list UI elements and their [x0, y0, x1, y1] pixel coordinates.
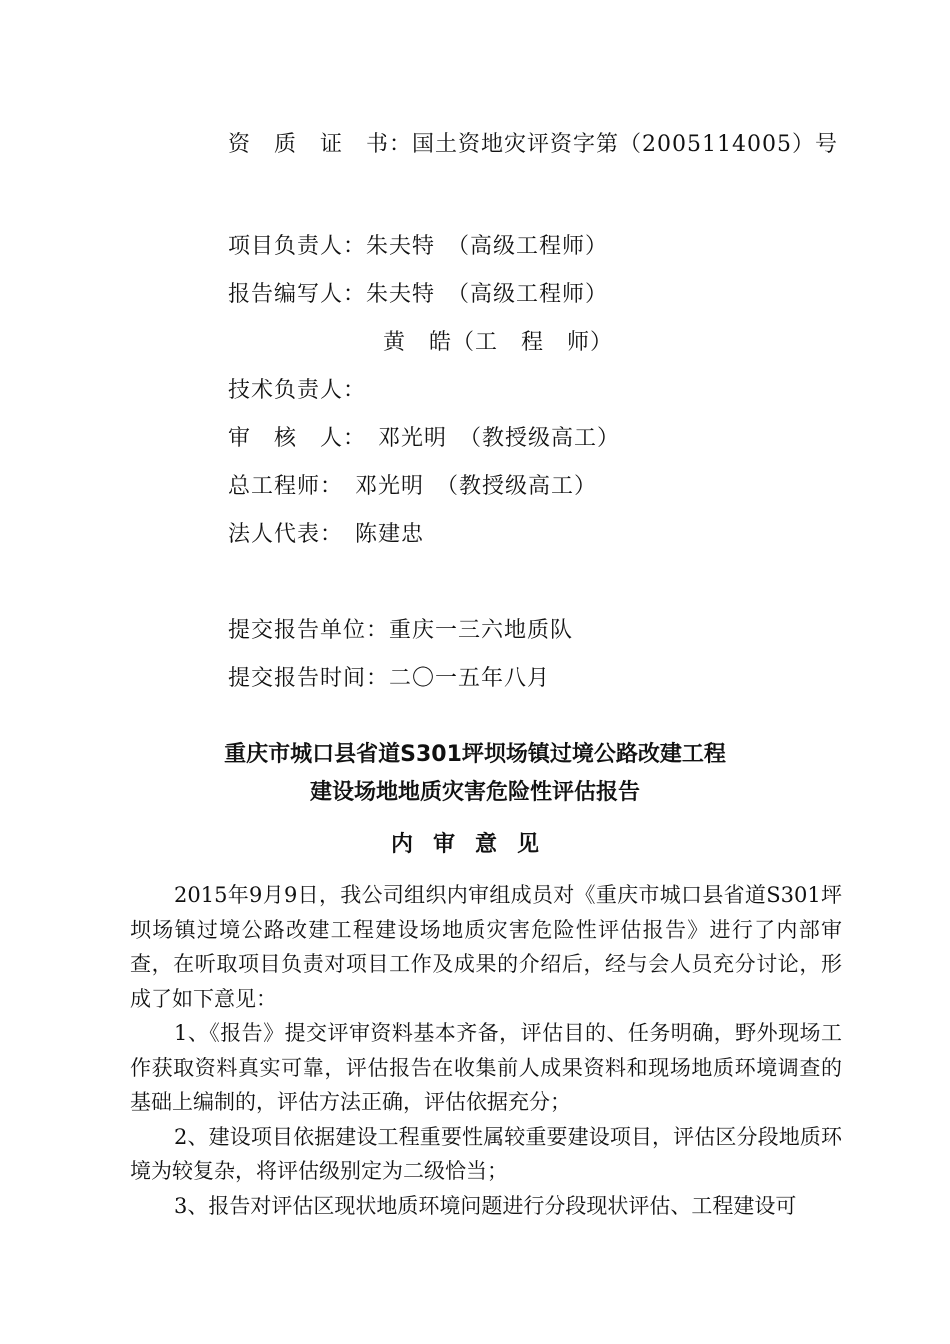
report-title-line-2: 建设场地地质灾害危险性评估报告: [309, 780, 640, 805]
paragraph-opinion-2: 2、建设项目依据建设工程重要性属较重要建设项目，评估区分段地质环境为较复杂，将评估级别定为二级恰当；: [130, 1124, 842, 1183]
submission-time: 提交报告时间：二〇一五年八月: [228, 666, 551, 691]
technical-lead: 技术负责人：: [228, 378, 367, 403]
chief-engineer: 总工程师： 邓光明 （教授级高工）: [228, 474, 598, 499]
report-writer: 报告编写人：朱夫特 （高级工程师）: [228, 282, 609, 307]
paragraph-intro: 2015年9月9日，我公司组织内审组成员对《重庆市城口县省道S301坪坝场镇过境公路改建工程建设场地质灾害危险性评估报告》进行了内部审查，在听取项目负责对项目工作及成果的介绍后，经与会人员充分讨论，形成了如下意见：: [130, 883, 842, 1011]
report-title-line-1: 重庆市城口县省道S301坪坝场镇过境公路改建工程: [224, 742, 726, 767]
submitting-unit: 提交报告单位：重庆一三六地质队: [228, 618, 574, 643]
section-heading: 内审意见: [390, 832, 559, 857]
paragraph-opinion-1: 1、《报告》提交评审资料基本齐备，评估目的、任务明确，野外现场工作获取资料真实可靠，评估报告在收集前人成果资料和现场地质环境调查的基础上编制的，评估方法正确，评估依据充分；: [130, 1021, 842, 1114]
project-lead: 项目负责人：朱夫特 （高级工程师）: [228, 234, 609, 259]
reviewer: 审 核 人： 邓光明 （教授级高工）: [228, 426, 621, 451]
review-opinion-body: [130, 878, 842, 1223]
qualification-certificate: 资 质 证 书：国土资地灾评资字第（2005114005）号: [228, 132, 838, 157]
report-writer-second: 黄 皓（工 程 师）: [383, 330, 614, 355]
paragraph-opinion-3: 3、报告对评估区现状地质环境问题进行分段现状评估、工程建设可: [174, 1193, 797, 1218]
legal-representative: 法人代表： 陈建忠: [228, 522, 425, 547]
